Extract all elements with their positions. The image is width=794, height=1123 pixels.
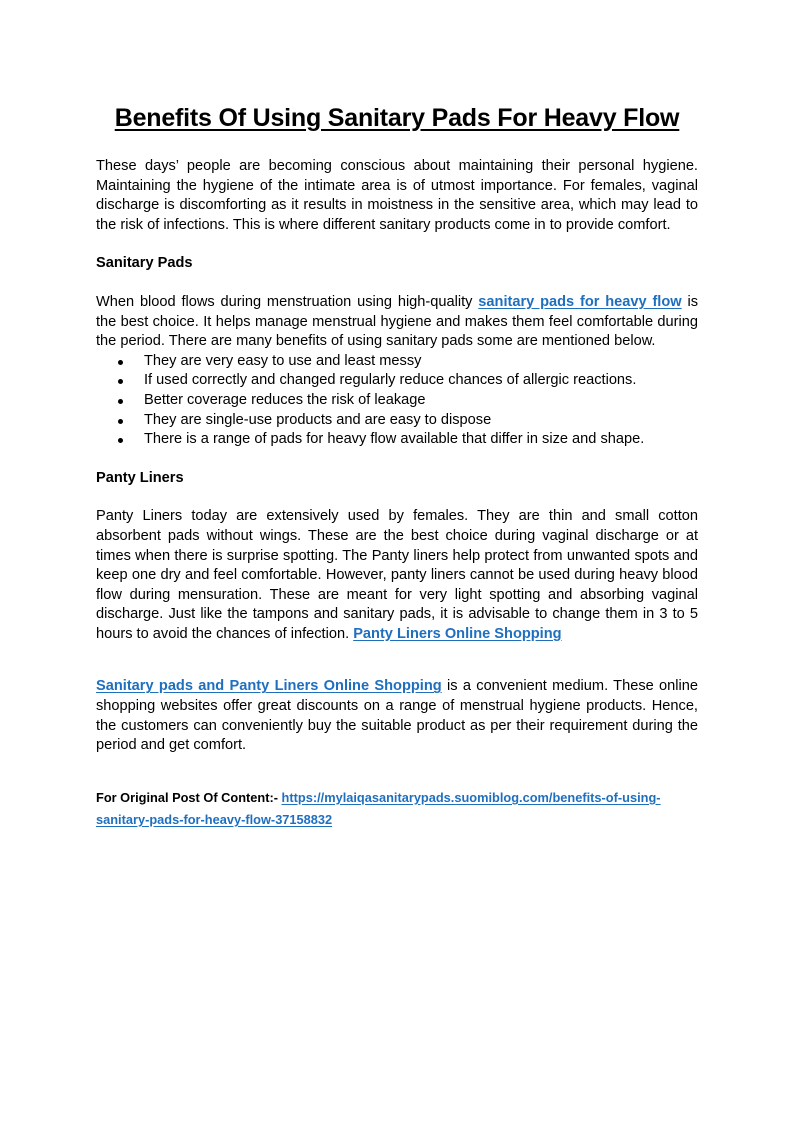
bullet-icon: [118, 438, 123, 443]
panty-liners-paragraph: [96, 507, 698, 644]
source-line: [96, 787, 698, 831]
bullet-icon: [118, 399, 123, 404]
sanitary-pads-heavy-flow-link[interactable]: sanitary pads for heavy flow: [478, 293, 682, 310]
panty-liners-text: Panty Liners today are extensively used by females. They are thin and small cotton absorbent pads without wings. These are the best choice during vaginal discharge or at times when there is surprise spotting. The Panty liners help protect from unwanted spots and keep one dry and feel comfortable. However, panty liners cannot be used during heavy blood flow during mensuration. These are meant for very light spotting and absorbing vaginal discharge. Just like the tampons and sanitary pads, it is advisable to change them in 3 to 5 hours to avoid the chances of infection.: [96, 508, 698, 642]
sanitary-pads-text-before-link: When blood flows during menstruation using high-quality: [96, 293, 479, 310]
panty-liners-online-shopping-link[interactable]: Panty Liners Online Shopping: [353, 625, 562, 642]
source-url-link[interactable]: https://mylaiqasanitarypads.suomiblog.com/benefits-of-using-sanitary-pads-for-heavy-flow-37158832: [96, 789, 661, 827]
page-title: Benefits Of Using Sanitary Pads For Heavy Flow: [114, 104, 680, 132]
intro-paragraph: These days’ people are becoming conscious about maintaining their personal hygiene. Maintaining the hygiene of the intimate area is of utmost importance. For females, vaginal discharge is discomforting as it results in moistness in the sensitive area, which may lead to the risk of infections. This is where different sanitary products come in to provide comfort.: [96, 158, 698, 233]
sanitary-pads-panty-liners-shopping-link[interactable]: Sanitary pads and Panty Liners Online Shopping: [96, 678, 442, 695]
bullet-icon: [118, 360, 123, 365]
sanitary-pads-text-after-link: is the best choice. It helps manage menstrual hygiene and makes them feel comfortable during the period. There are many benefits of using sanitary pads some are mentioned below.: [96, 293, 699, 350]
document-page: [96, 96, 698, 831]
list-item: They are very easy to use and least messy: [96, 352, 698, 372]
sanitary-pads-paragraph: [96, 293, 698, 352]
sanitary-pads-heading: Sanitary Pads: [96, 255, 193, 272]
list-item: Better coverage reduces the risk of leakage: [96, 391, 698, 411]
panty-liners-heading: Panty Liners: [96, 469, 184, 486]
source-label: For Original Post Of Content:-: [96, 789, 282, 805]
list-item: They are single-use products and are easy to dispose: [96, 411, 698, 431]
list-item: There is a range of pads for heavy flow available that differ in size and shape.: [96, 430, 698, 450]
online-shopping-text: is a convenient medium. These online shopping websites offer great discounts on a range of menstrual hygiene products. Hence, the customers can conveniently buy the suitable product as per their requirement during the period and get comfort.: [96, 678, 698, 754]
benefits-list: [96, 352, 698, 450]
list-item: If used correctly and changed regularly reduce chances of allergic reactions.: [96, 371, 698, 391]
bullet-icon: [118, 419, 123, 424]
online-shopping-paragraph: [96, 677, 698, 755]
bullet-icon: [118, 379, 123, 384]
